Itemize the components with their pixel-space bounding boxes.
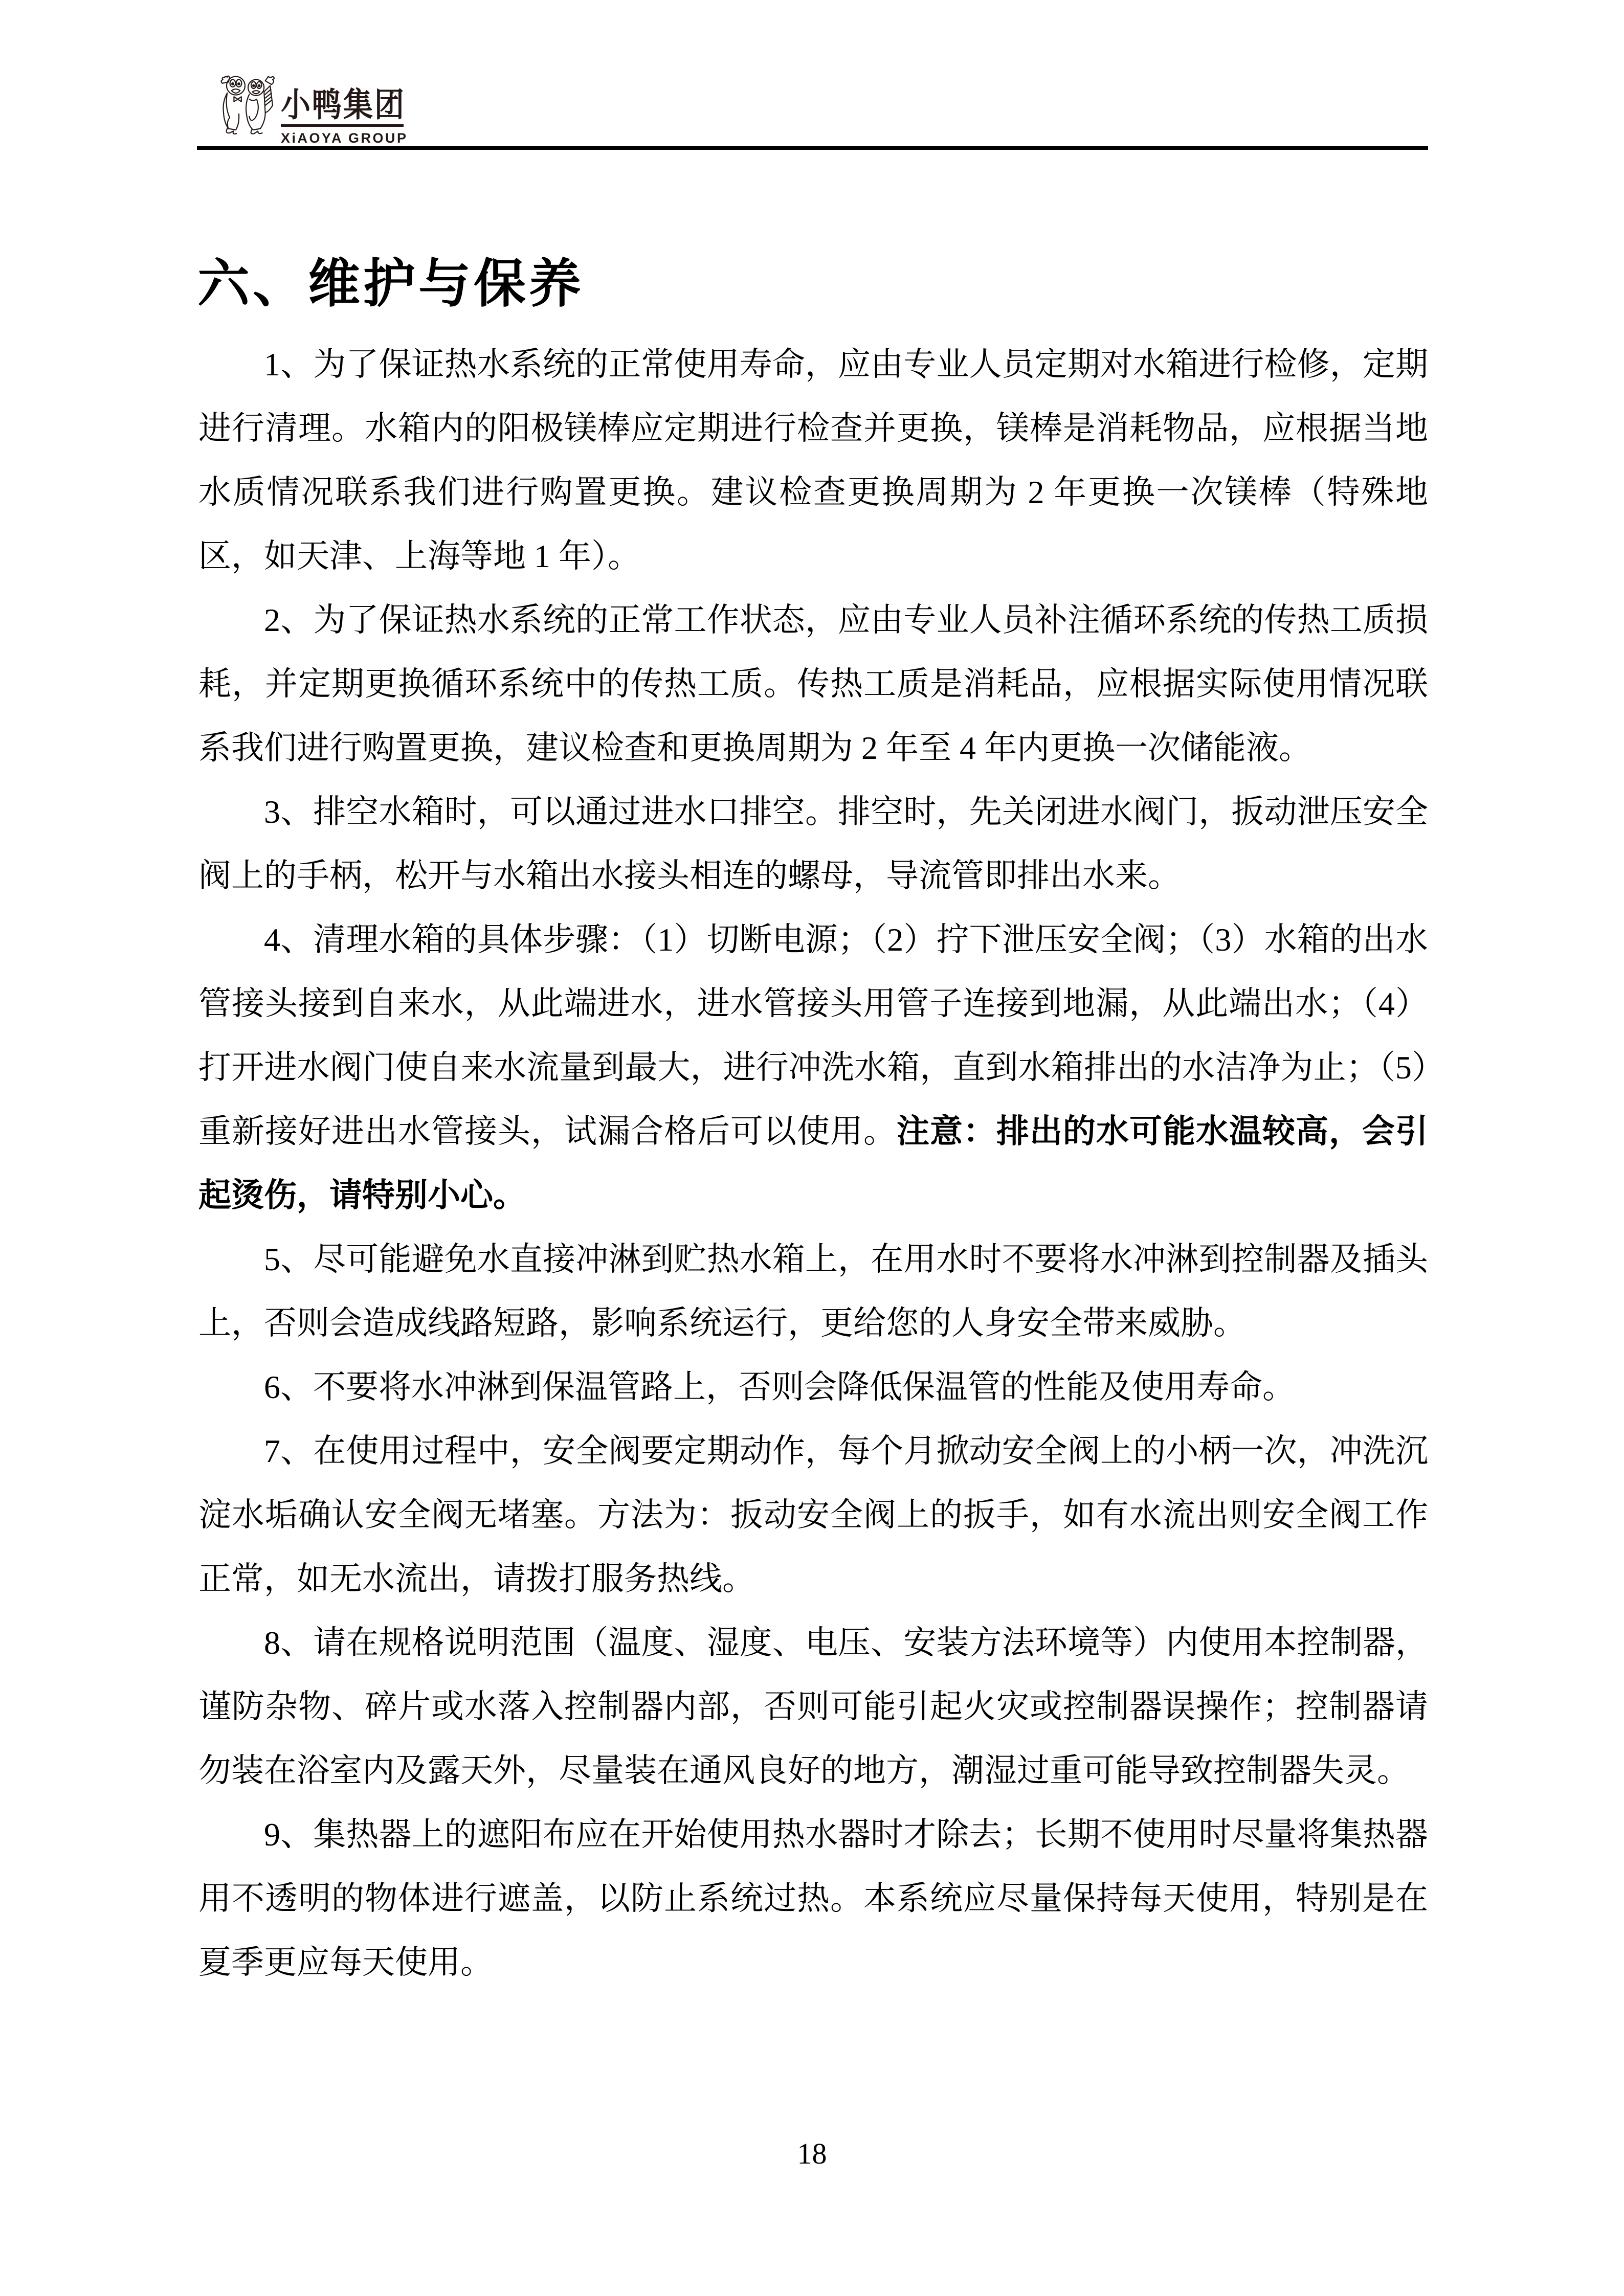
duck-mascots-icon (217, 74, 279, 137)
paragraph-4-warning-bold: 注意：排出的水可能水温较高，会引起烫伤，请特别小心。 (198, 1113, 1428, 1213)
paragraph-4 (198, 908, 1428, 1227)
page-number: 18 (797, 2137, 827, 2170)
logo-chinese-name: 小鸭集团 (281, 86, 406, 124)
paragraph-7 (198, 1419, 1428, 1611)
logo-divider (281, 124, 404, 127)
paragraph-3 (198, 780, 1428, 908)
paragraph-1 (198, 332, 1428, 588)
paragraph-3-text: 3、排空水箱时，可以通过进水口排空。排空时，先关闭进水阀门，扳动泄压安全阀上的手柄，松开与水箱出水接头相连的螺母，导流管即排出水来。 (198, 794, 1428, 894)
paragraph-7-text: 7、在使用过程中，安全阀要定期动作，每个月掀动安全阀上的小柄一次，冲洗沉淀水垢确认安全阀无堵塞。方法为：扳动安全阀上的扳手，如有水流出则安全阀工作正常，如无水流出，请拨打服务热线。 (198, 1433, 1428, 1597)
paragraph-2-text: 2、为了保证热水系统的正常工作状态，应由专业人员补注循环系统的传热工质损耗，并定期更换循环系统中的传热工质。传热工质是消耗品，应根据实际使用情况联系我们进行购置更换，建议检查和更换周期为 2 年至 4 年内更换一次储能液。 (198, 602, 1428, 766)
paragraph-8 (198, 1611, 1428, 1803)
document-body (198, 332, 1428, 1994)
xiaoya-logo (217, 74, 406, 146)
header-rule (197, 146, 1428, 150)
paragraph-2 (198, 588, 1428, 780)
paragraph-5-text: 5、尽可能避免水直接冲淋到贮热水箱上，在用水时不要将水冲淋到控制器及插头上，否则会造成线路短路，影响系统运行，更给您的人身安全带来威胁。 (198, 1241, 1428, 1341)
paragraph-9-text: 9、集热器上的遮阳布应在开始使用热水器时才除去；长期不使用时尽量将集热器用不透明的物体进行遮盖，以防止系统过热。本系统应尽量保持每天使用，特别是在夏季更应每天使用。 (198, 1816, 1428, 1980)
section-title: 六、维护与保养 (197, 255, 584, 313)
paragraph-6 (198, 1355, 1428, 1419)
paragraph-4-text: 4、清理水箱的具体步骤：（1）切断电源；（2）拧下泄压安全阀；（3）水箱的出水管接头接到自来水，从此端进水，进水管接头用管子连接到地漏，从此端出水；（4）打开进水阀门使自来水流量到最大，进行冲洗水箱，直到水箱排出的水洁净为止；（5）重新接好进出水管接头，试漏合格后可以使用。 (198, 921, 1428, 1150)
paragraph-9 (198, 1803, 1428, 1994)
paragraph-5 (198, 1227, 1428, 1355)
logo-english-name: XiAOYA GROUP (281, 130, 408, 146)
paragraph-6-text: 6、不要将水冲淋到保温管路上，否则会降低保温管的性能及使用寿命。 (264, 1369, 1295, 1405)
logo-text-block (281, 74, 406, 146)
paragraph-8-text: 8、请在规格说明范围（温度、湿度、电压、安装方法环境等）内使用本控制器，谨防杂物、碎片或水落入控制器内部，否则可能引起火灾或控制器误操作；控制器请勿装在浴室内及露天外，尽量装在通风良好的地方，潮湿过重可能导致控制器失灵。 (198, 1625, 1428, 1789)
paragraph-1-text: 1、为了保证热水系统的正常使用寿命，应由专业人员定期对水箱进行检修，定期进行清理。水箱内的阳极镁棒应定期进行检查并更换，镁棒是消耗物品，应根据当地水质情况联系我们进行购置更换。建议检查更换周期为 2 年更换一次镁棒（特殊地区，如天津、上海等地 1 年）。 (198, 346, 1428, 574)
